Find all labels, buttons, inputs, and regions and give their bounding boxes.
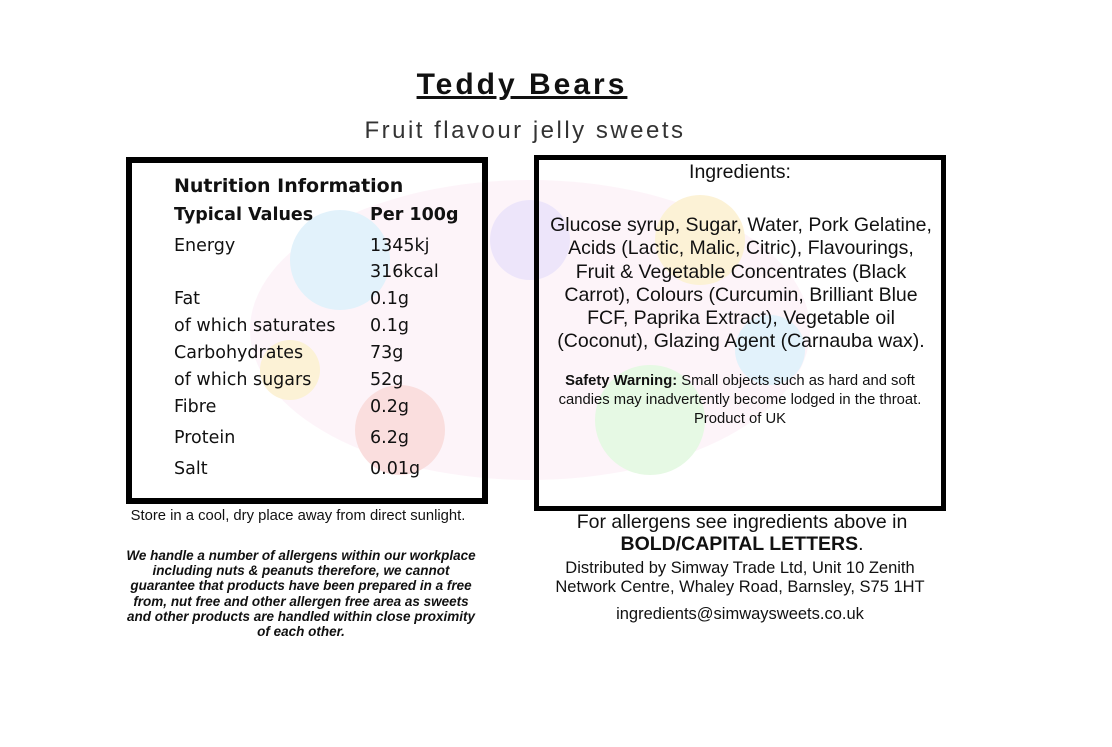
nutrient-label: of which sugars — [174, 370, 312, 390]
nutrition-table — [174, 175, 474, 487]
nutrition-row-energy-kcal — [174, 262, 474, 289]
nutrient-value: 316kcal — [370, 262, 439, 282]
nutrition-panel — [126, 157, 488, 504]
nutrition-row-sugars — [174, 370, 474, 397]
ingredients-heading: Ingredients: — [689, 161, 791, 183]
nutrition-row-protein — [174, 428, 474, 459]
nutrient-value: 6.2g — [370, 428, 409, 448]
nutrient-label: Fibre — [174, 397, 217, 417]
typical-values-header: Typical Values — [174, 205, 314, 225]
nutrient-value: 0.01g — [370, 459, 421, 479]
nutrition-row-saturates — [174, 316, 474, 343]
nutrition-row-energy — [174, 236, 474, 262]
nutrient-label: of which saturates — [174, 316, 336, 336]
ingredients-panel — [534, 155, 946, 511]
nutrient-label — [174, 262, 370, 289]
storage-instructions: Store in a cool, dry place away from direct sunlight. — [130, 508, 466, 524]
allergen-disclaimer: We handle a number of allergens within our workplace including nuts & peanuts therefore, we cannot guarantee that products have been prepared in a free from, nut free and other allergen free area as sweets and other products are handled within close proximity of each other. — [126, 548, 476, 640]
ingredients-list: Glucose syrup, Sugar, Water, Pork Gelatine, Acids (Lactic, Malic, Citric), Flavourings, Fruit & Vegetable Concentrates (Black Carrot), Colours (Curcumin, Brilliant Blue FCF, Paprika Extract), Vegetable oil (Coconut), Glazing Agent (Carnauba wax). — [550, 214, 932, 353]
safety-warning-label: Safety Warning: — [565, 372, 678, 389]
allergen-reference-emphasis: BOLD/CAPITAL LETTERS — [620, 533, 859, 555]
distributor-info: Distributed by Simway Trade Ltd, Unit 10 Zenith Network Centre, Whaley Road, Barnsley, S75 1HT — [555, 559, 925, 596]
safety-warning — [543, 372, 937, 429]
nutrient-label: Carbohydrates — [174, 343, 304, 363]
nutrient-value: 1345kj — [370, 236, 430, 256]
safety-warning-text: Small objects such as hard and soft candies may inadvertently become lodged in the throat. — [558, 372, 922, 408]
nutrition-row-fibre — [174, 397, 474, 428]
nutrition-header-row — [174, 205, 474, 236]
nutrition-row-fat — [174, 289, 474, 316]
product-origin: Product of UK — [693, 410, 787, 427]
contact-email: ingredients@simwaysweets.co.uk — [616, 605, 864, 623]
product-title: Teddy Bears — [416, 68, 628, 101]
nutrient-label: Energy — [174, 236, 236, 256]
nutrient-value: 0.2g — [370, 397, 409, 417]
per-100g-header: Per 100g — [370, 205, 459, 225]
product-subtitle: Fruit flavour jelly sweets — [364, 117, 686, 144]
nutrient-label: Salt — [174, 459, 208, 479]
allergen-reference-prefix: For allergens see ingredients above in — [576, 511, 908, 533]
nutrient-value: 73g — [370, 343, 404, 363]
allergen-reference-suffix: . — [858, 533, 864, 555]
nutrition-row-carbohydrates — [174, 343, 474, 370]
nutrient-value: 0.1g — [370, 316, 409, 336]
allergen-reference — [530, 511, 954, 555]
nutrition-row-salt — [174, 459, 474, 487]
nutrition-heading: Nutrition Information — [174, 175, 404, 197]
nutrient-label: Fat — [174, 289, 201, 309]
nutrient-label: Protein — [174, 428, 236, 448]
nutrient-value: 0.1g — [370, 289, 409, 309]
nutrient-value: 52g — [370, 370, 404, 390]
